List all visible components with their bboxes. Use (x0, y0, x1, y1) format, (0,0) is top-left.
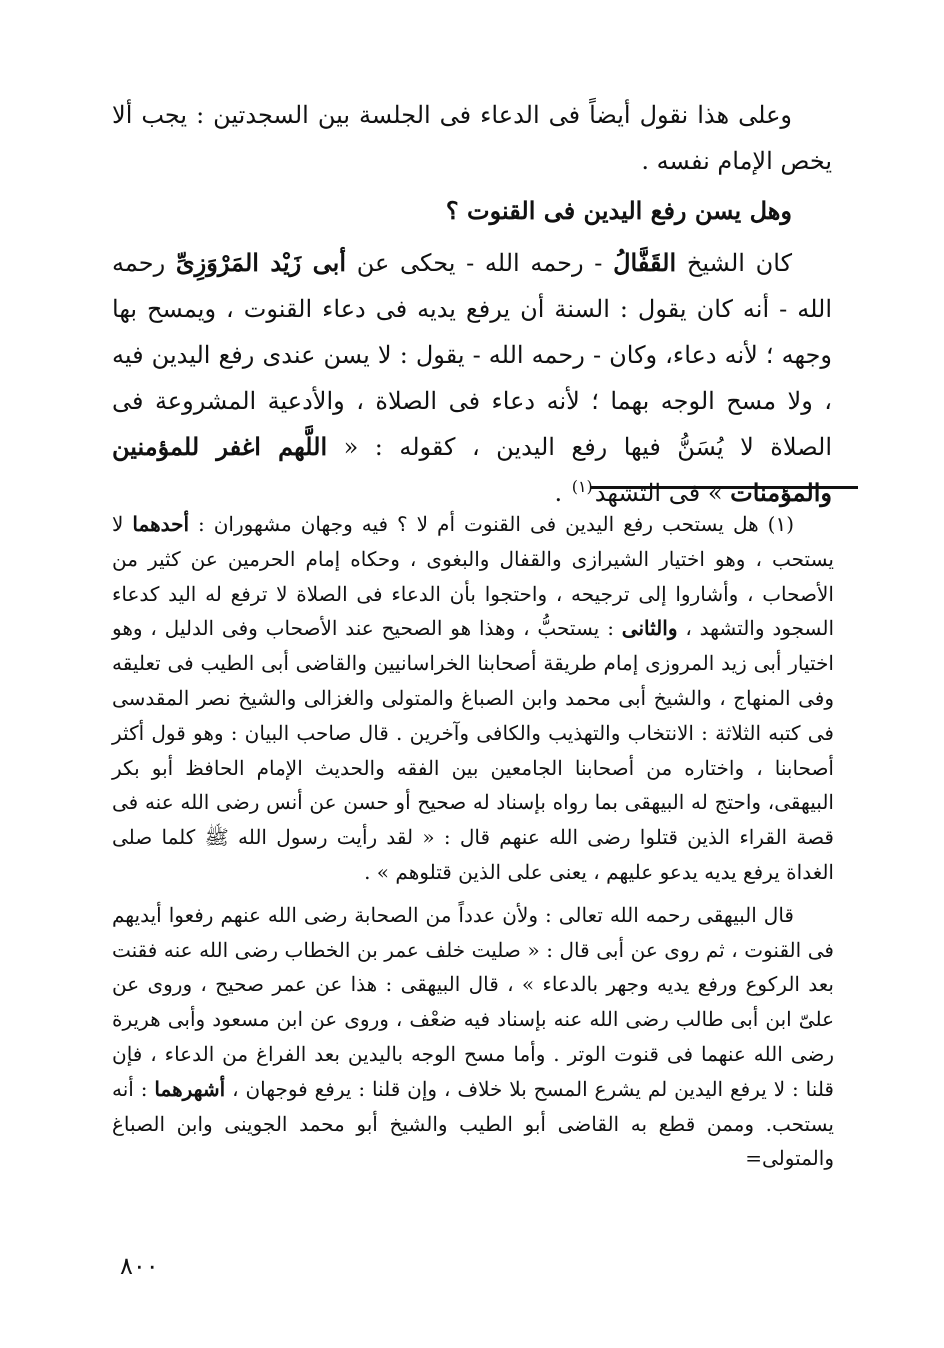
paragraph-text: . (554, 479, 570, 507)
name-abu-zayd: أبى زَيْد المَرْوَزِىِّ (175, 248, 347, 277)
first-opinion-label: أحدهما (132, 512, 190, 536)
footnote-text: (١) هل يستحب رفع اليدين فى القنوت أم لا ؟ فيه وجهان مشهوران : (189, 512, 795, 536)
paragraph-text: - رحمه الله - يحكى عن (346, 249, 614, 277)
footnote-text: : أنه يستحب. وممن قطع به القاضى أبو الطيب والشيخ أبو محمد الجوينى وابن الصباغ والمتولى= (112, 1076, 834, 1171)
footnote-text: لا يستحب ، وهو اختيار الشيرازى والقفال والبغوى ، وحكاه إمام الحرمين عن كثير من الأصحاب ، وأشاروا إلى ترجيحه ، واحتجوا بأن الدعاء فى الصلاة لا ترفع له اليد كدعاء السجود والتشهد ، (112, 512, 834, 641)
paragraph-text: رحمه الله - أنه كان يقول : السنة أن يرفع يديه فى دعاء القنوت ، ويمسح بها وجهه ؛ لأنه دعاء، وكان - رحمه الله - يقول : لا يسن عندى رفع اليدين فيه ، ولا مسح الوجه بهما ؛ لأنه دعاء فى الصلاة ، والأدعية المشروعة فى الصلاة لا يُسَنُّ فيها رفع اليدين ، كقوله : « (112, 249, 833, 461)
main-text-body (112, 92, 832, 516)
footnote-text: : يستحبُّ ، وهذا هو الصحيح عند الأصحاب وفى الدليل ، وهو اختيار أبى زيد المروزى إمام طريقة أصحابنا الخراسانيين والقاضى أبى الطيب فى تعليقه وفى المنهاج ، والشيخ أبى محمد وابن الصباغ والمتولى والغزالى والشيخ نصر المقدسى فى كتبه الثلاثة : الانتخاب والتهذيب والكافى وآخرين . قال صاحب البيان : وهو قول أكثر أصحابنا ، واختاره من أصحابنا الجامعين بين الفقه والحديث الإمام الحافظ أبو بكر البيهقى، واحتج له البيهقى بما رواه بإسناد له صحيح أو حسن عن أنس رضى الله عنه فى قصة القراء الذين قتلوا رضى الله عنهم قال : « لقد رأيت رسول الله ﷺ كلما صلى الغداة يرفع يديه يدعو عليهم ، يعنى على الذين قتلوهم » . (112, 616, 834, 884)
main-paragraph-3 (112, 240, 832, 516)
quoted-supplication: اللَّهم اغفر للمؤمنين والمؤمنات (112, 432, 832, 507)
footnotes-section (112, 507, 834, 1176)
most-famous-label: أشهرهما (154, 1076, 226, 1101)
footnote-continuation (112, 898, 834, 1176)
main-paragraph-1: وعلى هذا نقول أيضاً فى الدعاء فى الجلسة بين السجدتين : يجب ألا يخص الإمام نفسه . (112, 101, 832, 175)
name-qaffal: القَفَّالُ (613, 248, 677, 277)
paragraph-text: » فى التشهد (594, 479, 731, 507)
paragraph-text: كان الشيخ (676, 249, 793, 277)
footnote-1 (112, 507, 834, 890)
second-opinion-label: والثانى (621, 616, 678, 641)
footnote-divider (590, 486, 858, 489)
page-number: ٨٠٠ (120, 1252, 159, 1280)
footnote-text: قال البيهقى رحمه الله تعالى : ولأن عدداً من الصحابة رضى الله عنهم رفعوا أيديهم فى القنوت ، ثم روى عن أبى قال : « صليت خلف عمر بن الخطاب رضى الله عنه فقنت بعد الركوع ورفع يديه وجهر بالدعاء » ، قال البيهقى : هذا عن عمر صحيح ، وروى عن علىّ ابن أبى طالب رضى الله عنه بإسناد فيه ضعْف ، وروى عن ابن مسعود وأبى هريرة رضى الله عنهما فى قنوت الوتر . وأما مسح الوجه باليدين بعد الفراغ من الدعاء ، فإن قلنا : لا يرفع اليدين لم يشرع المسح بلا خلاف ، وإن قلنا : يرفع فوجهان ، (112, 902, 834, 1101)
footnote-reference[interactable]: (١) (571, 477, 593, 496)
question-heading: وهل يسن رفع اليدين فى القنوت ؟ (445, 196, 792, 225)
